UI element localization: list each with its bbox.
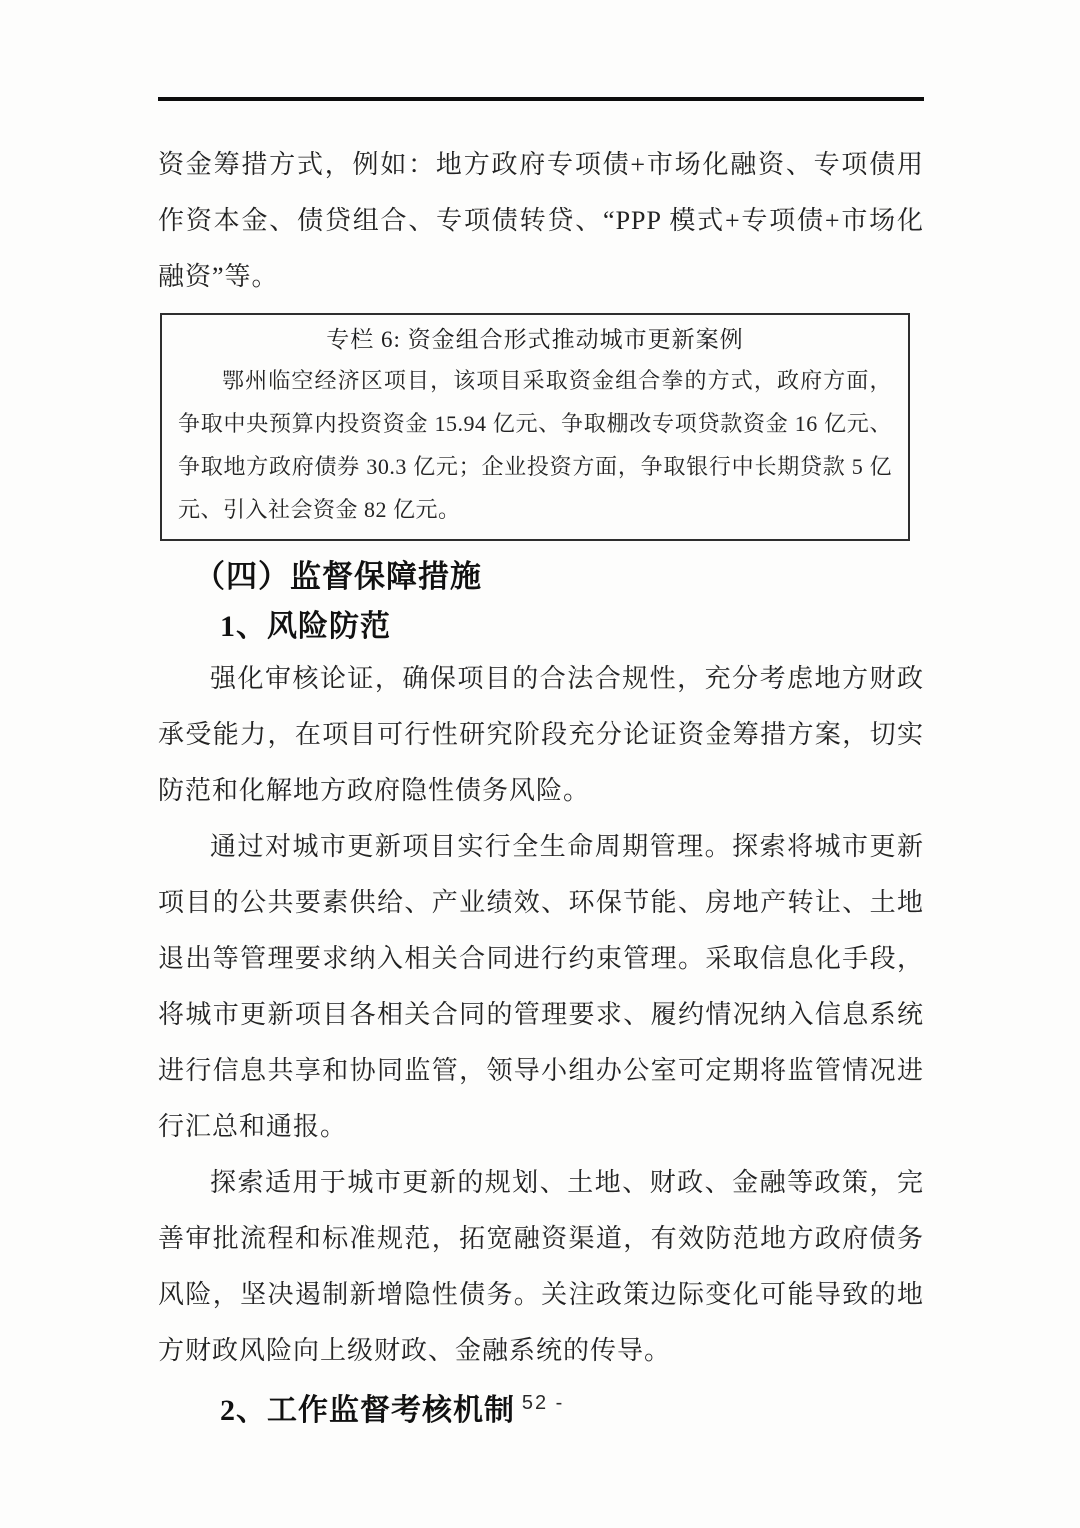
paragraph-risk-2: 通过对城市更新项目实行全生命周期管理。探索将城市更新项目的公共要素供给、产业绩效、环保节能、房地产转让、土地退出等管理要求纳入相关合同进行约束管理。采取信息化手段，将城市更新项目各相关合同的管理要求、履约情况纳入信息系统进行信息共享和协同监管，领导小组办公室可定期将监管情况进行汇总和通报。 — [158, 832, 924, 1141]
paragraph-risk-3: 探索适用于城市更新的规划、土地、财政、金融等政策，完善审批流程和标准规范，拓宽融资渠道，有效防范地方政府债务风险，坚决遏制新增隐性债务。关注政策边际变化可能导致的地方财政风险向上级财政、金融系统的传导。 — [158, 1168, 924, 1365]
callout-box-body: 鄂州临空经济区项目，该项目采取资金组合拳的方式，政府方面，争取中央预算内投资资金 15.94 亿元、争取棚改专项贷款资金 16 亿元、争取地方政府债券 30.3 亿元；企业投资方面，争取银行中长期贷款 5 亿元、引入社会资金 82 亿元。 — [178, 368, 892, 522]
page-number: - 52 - — [505, 1392, 565, 1414]
section-heading-supervision: （四）监督保障措施 — [194, 559, 482, 594]
intro-paragraph: 资金筹措方式，例如：地方政府专项债+市场化融资、专项债用作资本金、债贷组合、专项债转贷、“PPP 模式+专项债+市场化融资”等。 — [158, 150, 924, 291]
subsection-heading-assessment: 2、工作监督考核机制 — [220, 1394, 515, 1427]
callout-box-title: 专栏 6: 资金组合形式推动城市更新案例 — [326, 327, 744, 352]
paragraph-risk-1: 强化审核论证，确保项目的合法合规性，充分考虑地方财政承受能力，在项目可行性研究阶段充分论证资金筹措方案，切实防范和化解地方政府隐性债务风险。 — [158, 664, 924, 805]
subsection-heading-risk-prevention: 1、风险防范 — [220, 610, 391, 643]
callout-box — [160, 313, 910, 541]
header-rule — [158, 97, 924, 101]
